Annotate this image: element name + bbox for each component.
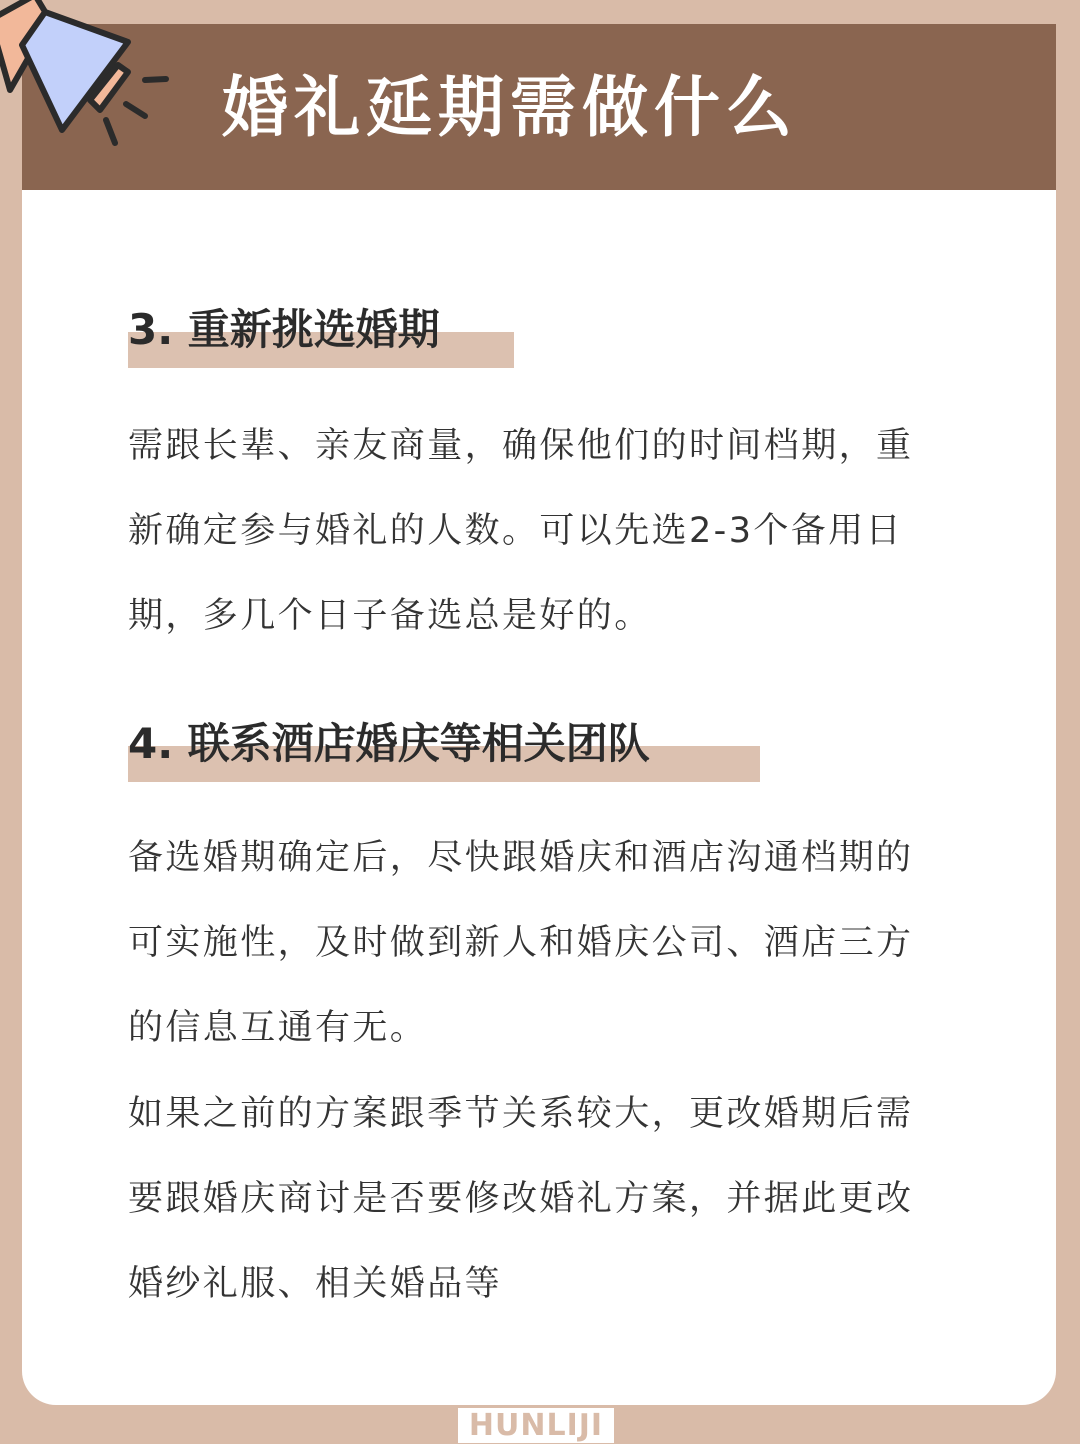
heading-text: 3. 重新挑选婚期 xyxy=(128,305,440,354)
body-line: 的信息互通有无。 xyxy=(128,1008,428,1048)
section-heading-3 xyxy=(128,302,440,358)
body-line: 期，多几个日子备选总是好的。 xyxy=(128,596,652,636)
body-line: 要跟婚庆商讨是否要修改婚礼方案，并据此更改 xyxy=(128,1179,914,1219)
megaphone-icon xyxy=(0,0,180,160)
brand-logo: HUNLIJI xyxy=(458,1408,614,1443)
body-line: 备选婚期确定后，尽快跟婚庆和酒店沟通档期的 xyxy=(128,838,914,878)
body-line: 可实施性，及时做到新人和婚庆公司、酒店三方 xyxy=(128,923,914,963)
section-heading-4 xyxy=(128,716,650,772)
body-line: 需跟长辈、亲友商量，确保他们的时间档期，重 xyxy=(128,426,914,466)
body-line: 如果之前的方案跟季节关系较大，更改婚期后需 xyxy=(128,1094,914,1134)
heading-text: 4. 联系酒店婚庆等相关团队 xyxy=(128,719,650,768)
page-title: 婚礼延期需做什么 xyxy=(222,69,798,146)
body-line: 新确定参与婚礼的人数。可以先选2-3个备用日 xyxy=(128,511,903,551)
body-line: 婚纱礼服、相关婚品等 xyxy=(128,1264,503,1304)
